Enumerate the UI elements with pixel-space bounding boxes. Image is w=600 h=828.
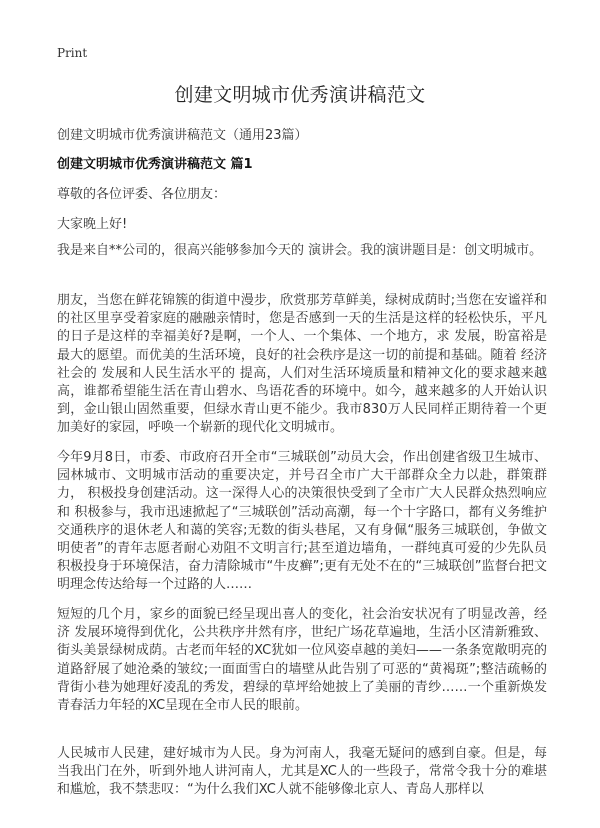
paragraph-citizens: 人民城市人民建，建好城市为人民。身为河南人，我毫无疑问的感到自豪。但是，每当我出门在外，听到外地人讲河南人，尤其是XC人的一些段子，常常令我十分的难堪和尴尬，我不禁悲叹：“为什么我们XC人就不能够像北京人、青岛人那样以 xyxy=(57,746,547,798)
salutation: 尊敬的各位评委、各位朋友： xyxy=(57,187,227,202)
paragraph-environment: 朋友，当您在鲜花锦簇的街道中漫步，欣赏那芳草鲜美，绿树成荫时;当您在安谧祥和的社区里享受着家庭的融融亲情时，您是否感到一天的生活是这样的轻松快乐，平凡的日子是这样的幸福美好?是啊，一个人、一个集体、一个地方，求 发展，盼富裕是最大的愿望。而优美的生活环境，良好的社会秩序是这一切的前提和基础。随着 经济社会的 发展和人民生活水平的 提高，人们对生活环境质量和精神文化的要求越来越高，谁都希望能生活在青山碧水、鸟语花香的环境中。如今，越来越多的人开始认识到，金山银山固然重要，但绿水青山更不能少。我市830万人民同样正期待着一个更加美好的家园，呼唤一个崭新的现代化文明城市。 xyxy=(57,293,547,436)
paragraph-campaign: 今年9月8日，市委、市政府召开全市“三城联创”动员大会，作出创建省级卫生城市、园林城市、文明城市活动的重要决定，并号召全市广大干部群众全力以赴，群策群力， 积极投身创建活动。这一深得人心的决策很快受到了全市广大人民群众热烈响应和 积极参与，我市迅速掀起了“三城联创”活动高潮，每一个十字路口，都有义务维护交通秩序的退休老人和蔼的笑容;无数的街头巷尾，又有身佩“服务三城联创，争做文明使者”的青年志愿者耐心劝阻不文明言行;甚至道边墙角，一群纯真可爱的少先队员 积极投身于环境保洁，奋力清除城市“牛皮癣”;更有无处不在的“三城联创”监督台把文明理念传达给每一个过路的人…… xyxy=(57,450,547,593)
document-title: 创建文明城市优秀演讲稿范文 xyxy=(174,84,426,106)
paragraph-changes: 短短的几个月，家乡的面貌已经呈现出喜人的变化，社会治安状况有了明显改善，经济 发展环境得到优化，公共秩序井然有序，世纪广场花草遍地，生活小区清新雅致、街头美景绿树成荫。古老而年轻的XC犹如一位风姿卓越的美妇——一条条宽敞明亮的道路舒展了她沧桑的皱纹;一面面雪白的墙壁从此告别了可恶的“黄褐斑”;整洁疏畅的背街小巷为她理好凌乱的秀发，碧绿的草坪给她披上了美丽的青纱……一个重新焕发青春活力年轻的XC呈现在全市人民的眼前。 xyxy=(57,607,547,714)
section-heading: 创建文明城市优秀演讲稿范文 篇1 xyxy=(57,157,253,172)
paragraph-intro: 我是来自**公司的，很高兴能够参加今天的 演讲会。我的演讲题目是：创文明城市。 xyxy=(57,243,543,258)
print-label: Print xyxy=(57,46,88,60)
document-subtitle: 创建文明城市优秀演讲稿范文（通用23篇） xyxy=(57,128,308,143)
greeting: 大家晚上好! xyxy=(57,217,128,232)
